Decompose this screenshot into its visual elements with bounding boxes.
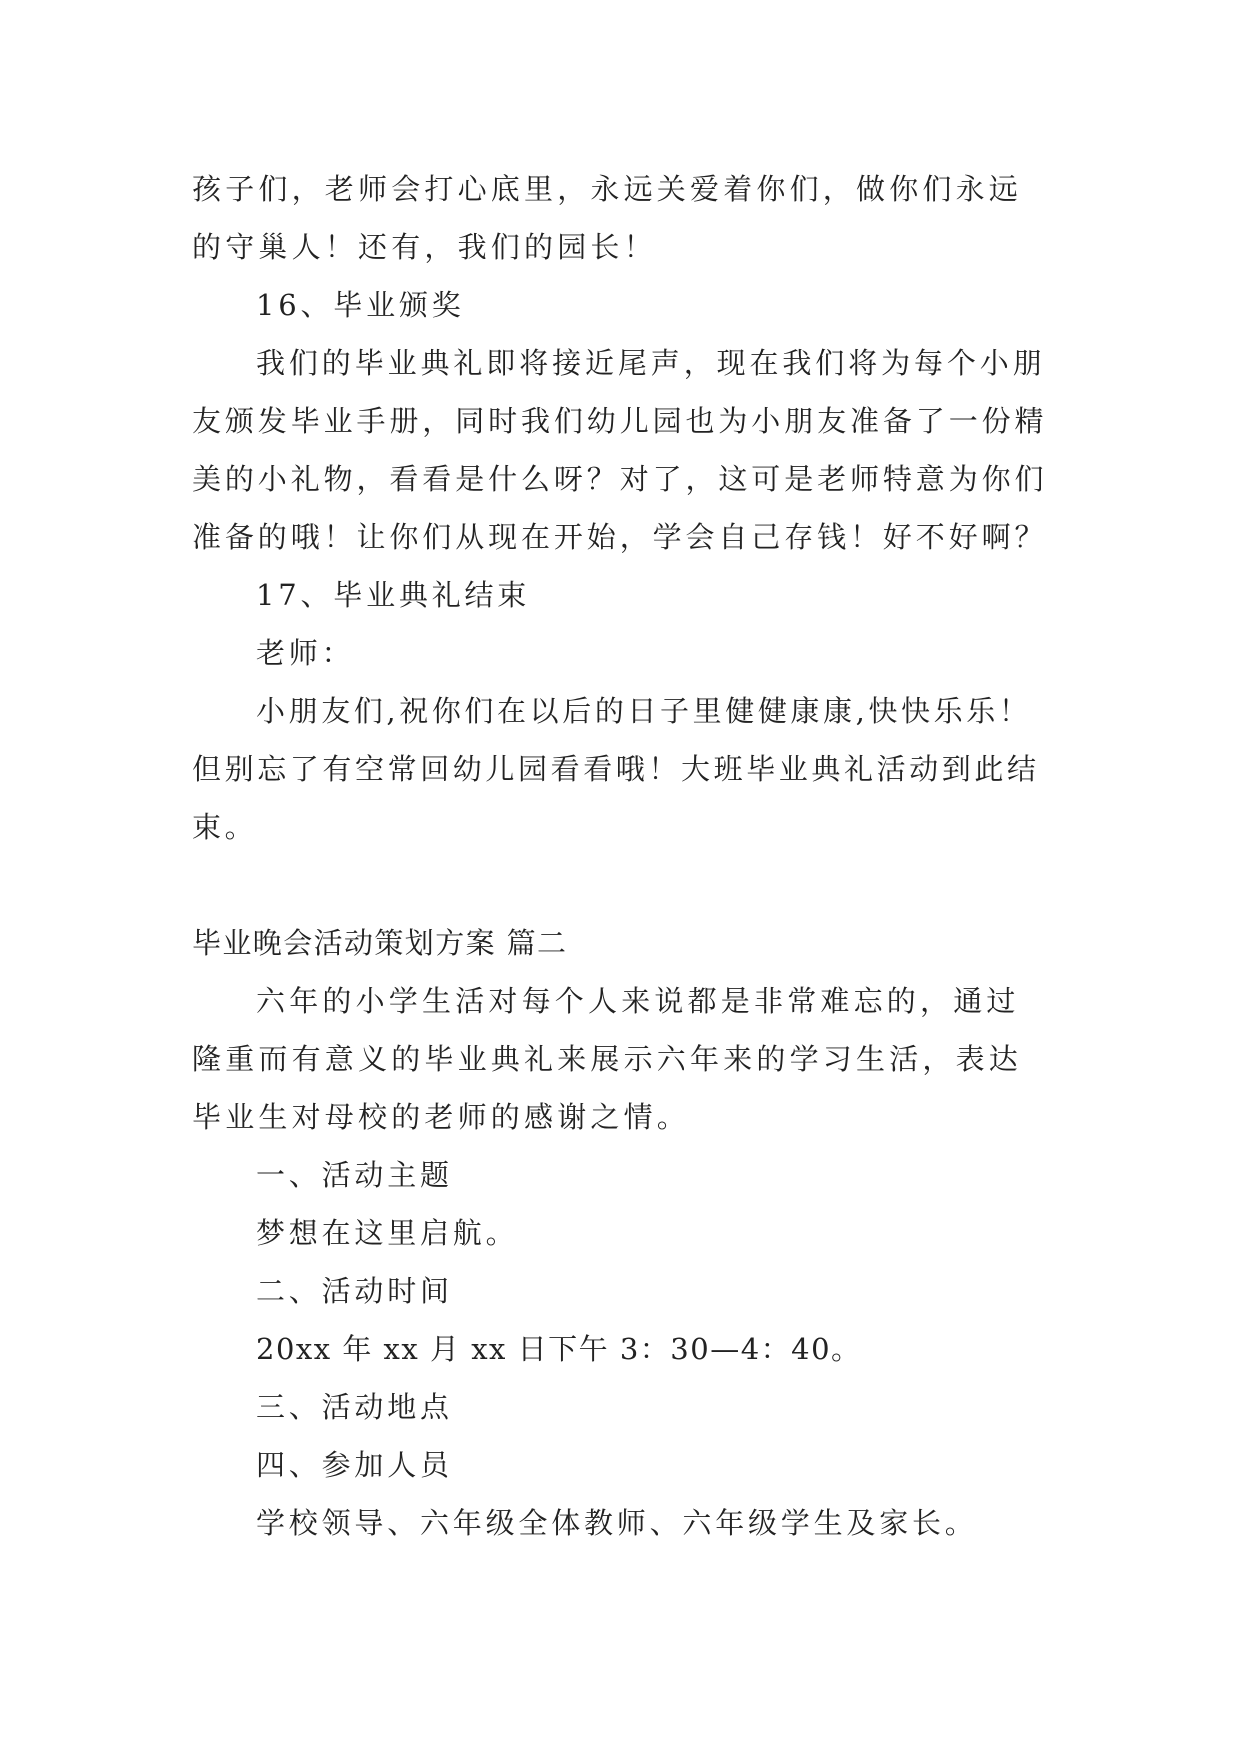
list-heading: 二、活动时间 [256, 1274, 453, 1308]
paragraph: 老师： [256, 636, 355, 670]
paragraph: 六年的小学生活对每个人来说都是非常难忘的，通过隆重而有意义的毕业典礼来展示六年来的学习生活，表达毕业生对母校的老师的感谢之情。 [192, 984, 1023, 1134]
paragraph: 孩子们，老师会打心底里，永远关爱着你们，做你们永远的守巢人！还有，我们的园长！ [192, 172, 1023, 264]
list-heading: 四、参加人员 [256, 1448, 453, 1482]
list-heading: 16、毕业颁奖 [256, 288, 465, 322]
list-heading: 一、活动主题 [256, 1158, 453, 1192]
paragraph: 我们的毕业典礼即将接近尾声，现在我们将为每个小朋友颁发毕业手册，同时我们幼儿园也为小朋友准备了一份精美的小礼物，看看是什么呀？对了，这可是老师特意为你们准备的哦！让你们从现在开始，学会自己存钱！好不好啊？ [192, 346, 1048, 554]
paragraph: 学校领导、六年级全体教师、六年级学生及家长。 [256, 1506, 978, 1540]
section-title: 毕业晚会活动策划方案 篇二 [192, 926, 568, 960]
paragraph: 20xx 年 xx 月 xx 日下午 3：30—4：40。 [256, 1332, 862, 1366]
section-spacer [192, 856, 1052, 914]
paragraph: 梦想在这里启航。 [256, 1216, 519, 1250]
paragraph: 小朋友们,祝你们在以后的日子里健健康康,快快乐乐！但别忘了有空常回幼儿园看看哦！大班毕业典礼活动到此结束。 [192, 694, 1040, 844]
list-heading: 17、毕业典礼结束 [256, 578, 531, 612]
document-body [192, 160, 1052, 1552]
list-heading: 三、活动地点 [256, 1390, 453, 1424]
